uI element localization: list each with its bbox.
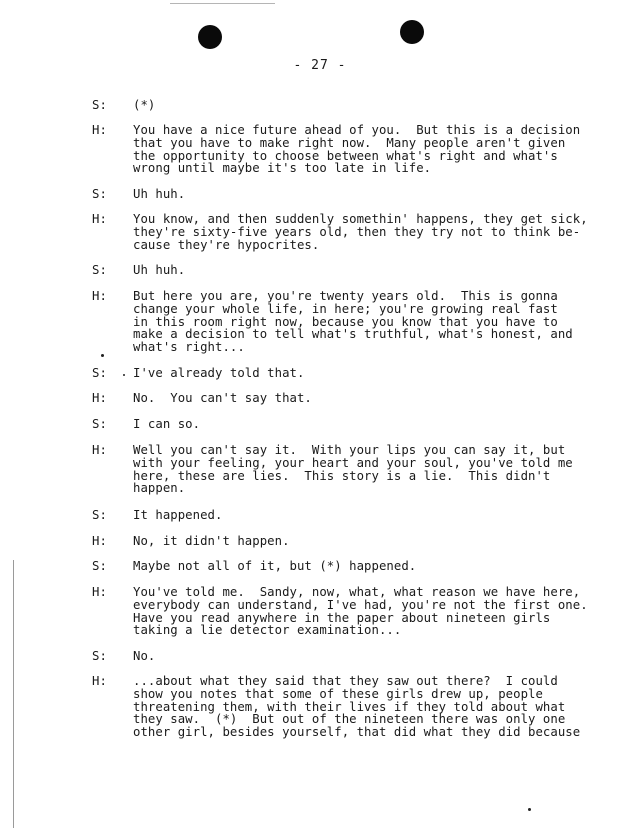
utterance-line: threatening them, with their lives if they told about what bbox=[133, 699, 566, 714]
utterance-line: they're sixty-five years old, then they try not to think be- bbox=[133, 224, 581, 239]
speaker-label: S: bbox=[92, 366, 107, 380]
utterance bbox=[133, 124, 633, 175]
utterance bbox=[133, 586, 633, 637]
speaker-label: H: bbox=[92, 391, 107, 405]
utterance bbox=[133, 367, 633, 380]
utterance-line: I can so. bbox=[133, 417, 201, 431]
utterance-line: everybody can understand, I've had, you're not the first one. bbox=[133, 597, 588, 612]
utterance-line: change your whole life, in here; you're growing real fast bbox=[133, 301, 558, 316]
speaker-label: S: bbox=[92, 508, 107, 522]
utterance-line: No. You can't say that. bbox=[133, 391, 312, 405]
speaker-label: H: bbox=[92, 443, 107, 457]
speaker-label: H: bbox=[92, 212, 107, 226]
scan-speck bbox=[528, 808, 531, 811]
speaker-label: S: bbox=[92, 98, 107, 112]
punch-hole-right bbox=[400, 20, 424, 44]
utterance-line: they saw. (*) But out of the nineteen there was only one bbox=[133, 712, 566, 727]
speaker-label: H: bbox=[92, 585, 107, 599]
utterance-line: Uh huh. bbox=[133, 187, 186, 201]
utterance bbox=[133, 392, 633, 405]
utterance-line: taking a lie detector examination... bbox=[133, 623, 402, 638]
speaker-label: S: bbox=[92, 187, 107, 201]
utterance-line: happen. bbox=[133, 481, 186, 496]
utterance bbox=[133, 418, 633, 431]
utterance-line: Well you can't say it. With your lips you can say it, but bbox=[133, 443, 566, 457]
punch-hole-left bbox=[198, 25, 222, 49]
utterance-line: It happened. bbox=[133, 508, 223, 522]
utterance-line: that you have to make right now. Many people aren't given bbox=[133, 135, 566, 150]
scan-margin-line bbox=[13, 560, 14, 828]
scan-speck bbox=[123, 374, 125, 376]
utterance-line: Maybe not all of it, but (*) happened. bbox=[133, 559, 417, 573]
speaker-label: S: bbox=[92, 417, 107, 431]
scan-speck bbox=[101, 354, 104, 357]
utterance bbox=[133, 99, 633, 112]
utterance-line: the opportunity to choose between what's right and what's bbox=[133, 148, 558, 163]
utterance-line: Have you read anywhere in the paper about nineteen girls bbox=[133, 610, 551, 625]
utterance bbox=[133, 444, 633, 495]
utterance bbox=[133, 188, 633, 201]
utterance-line: No, it didn't happen. bbox=[133, 534, 290, 548]
speaker-label: H: bbox=[92, 534, 107, 548]
utterance-line: cause they're hypocrites. bbox=[133, 237, 320, 252]
utterance-line: make a decision to tell what's truthful, what's honest, and bbox=[133, 327, 573, 342]
utterance-line: But here you are, you're twenty years old. This is gonna bbox=[133, 289, 558, 303]
utterance bbox=[133, 560, 633, 573]
utterance-line: Uh huh. bbox=[133, 263, 186, 277]
utterance-line: ...about what they said that they saw out there? I could bbox=[133, 674, 558, 688]
utterance bbox=[133, 675, 633, 739]
utterance bbox=[133, 509, 633, 522]
utterance-line: with your feeling, your heart and your soul, you've told me bbox=[133, 455, 573, 470]
utterance-line: You know, and then suddenly somethin' happens, they get sick, bbox=[133, 212, 588, 226]
speaker-label: H: bbox=[92, 123, 107, 137]
utterance-line: show you notes that some of these girls drew up, people bbox=[133, 686, 543, 701]
utterance-line: No. bbox=[133, 649, 156, 663]
utterance-line: You've told me. Sandy, now, what, what reason we have here, bbox=[133, 585, 581, 599]
speaker-label: H: bbox=[92, 674, 107, 688]
utterance-line: I've already told that. bbox=[133, 366, 305, 380]
utterance-line: in this room right now, because you know that you have to bbox=[133, 314, 558, 329]
speaker-label: S: bbox=[92, 559, 107, 573]
utterance-line: wrong until maybe it's too late in life. bbox=[133, 161, 432, 176]
utterance-line: what's right... bbox=[133, 340, 245, 355]
speaker-label: S: bbox=[92, 649, 107, 663]
page-number: - 27 - bbox=[293, 58, 347, 73]
utterance bbox=[133, 264, 633, 277]
utterance bbox=[133, 213, 633, 251]
utterance-line: You have a nice future ahead of you. But this is a decision bbox=[133, 123, 581, 137]
speaker-label: S: bbox=[92, 263, 107, 277]
utterance bbox=[133, 290, 633, 354]
utterance bbox=[133, 650, 633, 663]
speaker-label: H: bbox=[92, 289, 107, 303]
utterance-line: here, these are lies. This story is a lie. This didn't bbox=[133, 468, 551, 483]
utterance-line: (*) bbox=[133, 98, 156, 112]
top-edge-rule bbox=[170, 3, 275, 4]
utterance-line: other girl, besides yourself, that did what they did because bbox=[133, 725, 581, 740]
utterance bbox=[133, 535, 633, 548]
